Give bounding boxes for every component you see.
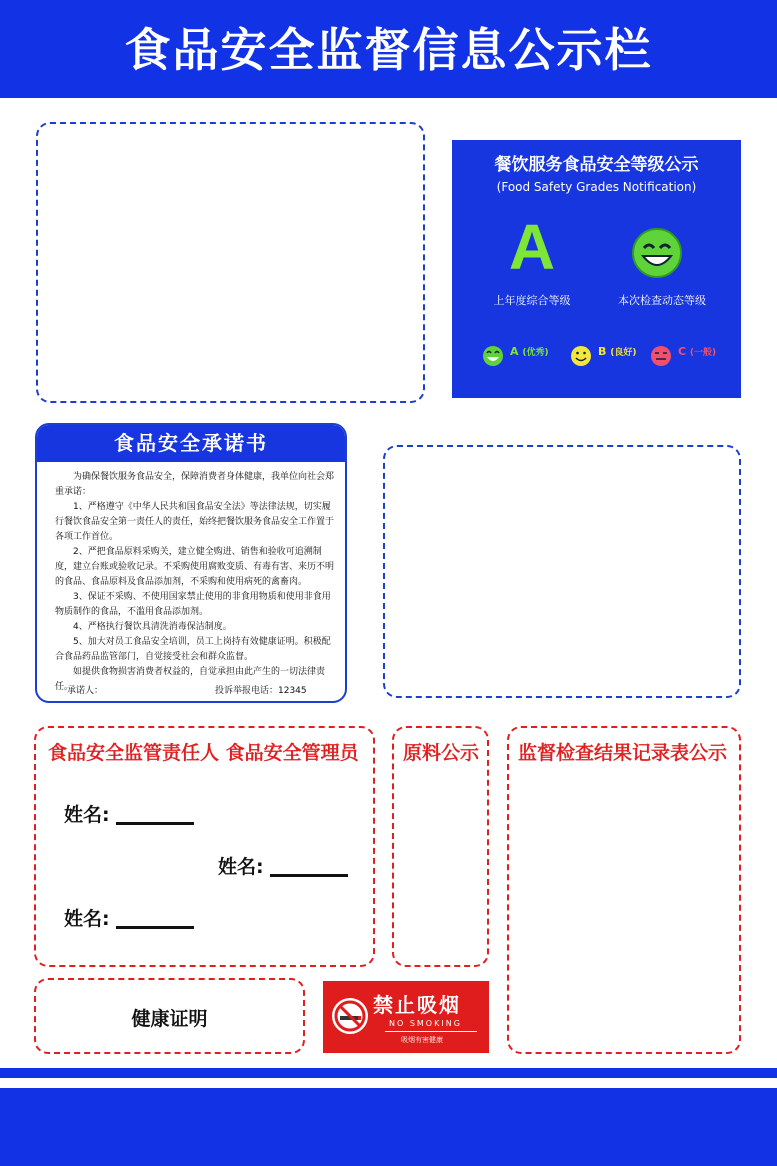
annual-grade-letter: A — [508, 211, 556, 283]
footer-stripe — [0, 1068, 777, 1078]
no-smoking-subtitle: 吸烟有害健康 — [401, 1036, 443, 1044]
materials-heading: 原料公示 — [403, 742, 480, 764]
promise-paragraph: 为确保餐饮服务食品安全，保障消费者身体健康，我单位向社会郑重承诺： — [55, 472, 335, 497]
legend-c-letter: C — [678, 345, 687, 358]
photo-frame-middle-right — [383, 445, 741, 698]
name-blank-line — [116, 822, 194, 825]
health-certificate-label: 健康证明 — [131, 1008, 208, 1030]
smiley-face-icon — [632, 228, 682, 278]
grade-panel-subtitle: (Food Safety Grades Notification) — [496, 180, 697, 194]
no-smoking-title: 禁止吸烟 — [373, 993, 461, 1017]
legend-a — [510, 345, 549, 358]
grade-a-face-icon — [482, 345, 504, 367]
promise-paragraph: 2、严把食品原料采购关，建立健全购进、销售和验收可追溯制度，建立台账或验收记录。不采购使用腐败变质、有毒有害、来历不明的食品、食品原料及食品添加剂，不采购和使用病死的禽畜肉。 — [55, 547, 335, 587]
promise-paragraph: 5、加大对员工食品安全培训，员工上岗持有效健康证明。积极配合食品药品监管部门，自觉接受社会和群众监督。 — [55, 637, 331, 662]
legend-b — [598, 345, 636, 358]
photo-frame-top-left — [36, 122, 425, 403]
name-label: 姓名: — [64, 908, 110, 930]
no-smoking-icon — [331, 997, 369, 1035]
legend-c — [678, 345, 716, 358]
no-smoking-divider — [385, 1031, 477, 1032]
inspection-results-box — [507, 726, 741, 1054]
no-smoking-sign — [323, 981, 489, 1053]
inspection-heading: 监督检查结果记录表公示 — [518, 742, 728, 764]
responsible-persons-box — [34, 726, 375, 967]
promise-body — [55, 470, 335, 695]
legend-b-desc: (良好) — [610, 348, 637, 358]
materials-box — [392, 726, 489, 967]
legend-a-letter: A — [510, 345, 519, 358]
name-field-2 — [218, 852, 348, 879]
footer-bar — [0, 1088, 777, 1166]
name-blank-line — [116, 926, 194, 929]
food-safety-promise — [35, 423, 347, 703]
promise-signer-label: 承诺人： — [67, 686, 104, 696]
annual-grade-caption: 上年度综合等级 — [493, 294, 571, 307]
grade-panel-title: 餐饮服务食品安全等级公示 — [494, 155, 699, 175]
promise-paragraph: 如提供食物损害消费者权益的，自觉承担由此产生的一切法律责任。 — [55, 667, 326, 692]
promise-title: 食品安全承诺书 — [37, 425, 345, 462]
name-label: 姓名: — [64, 804, 110, 826]
name-blank-line — [270, 874, 348, 877]
dynamic-grade-caption: 本次检查动态等级 — [618, 294, 706, 307]
legend-b-letter: B — [598, 345, 607, 358]
grade-panel — [452, 140, 741, 398]
promise-paragraph: 3、保证不采购、不使用国家禁止使用的非食用物质和使用非食用物质制作的食品，不滥用食品添加剂。 — [55, 592, 331, 617]
health-certificate-box — [34, 978, 305, 1054]
responsible-heading: 食品安全监管责任人 食品安全管理员 — [48, 742, 359, 764]
legend-a-desc: (优秀) — [522, 348, 549, 358]
name-field-1 — [64, 800, 194, 827]
promise-paragraph: 1、严格遵守《中华人民共和国食品安全法》等法律法规，切实履行餐饮食品安全第一责任人的责任，始终把餐饮服务食品安全工作置于各项工作首位。 — [55, 502, 335, 542]
legend-c-desc: (一般) — [689, 348, 717, 358]
name-label: 姓名: — [218, 856, 264, 878]
promise-paragraph: 4、严格执行餐饮具清洗消毒保洁制度。 — [73, 622, 232, 632]
page-title: 食品安全监督信息公示栏 — [124, 23, 653, 77]
grade-b-face-icon — [570, 345, 592, 367]
grade-c-face-icon — [650, 345, 672, 367]
no-smoking-english: NO SMOKING — [389, 1019, 462, 1028]
name-field-3 — [64, 904, 194, 931]
complaint-hotline: 投诉举报电话：12345 — [215, 686, 307, 696]
